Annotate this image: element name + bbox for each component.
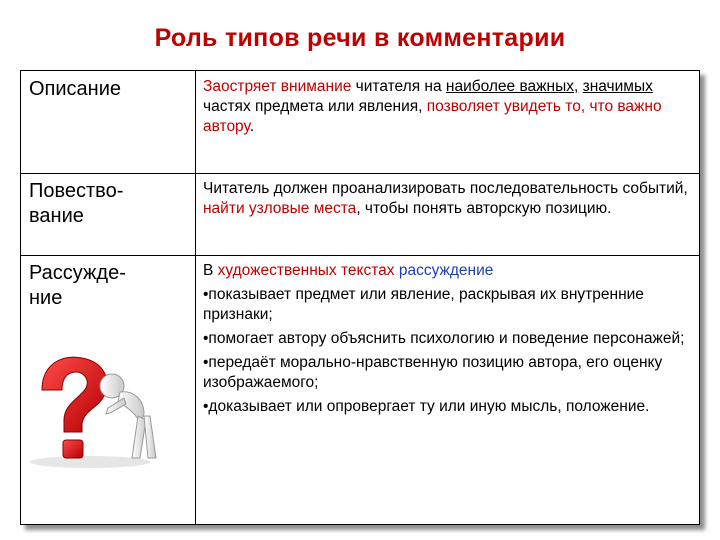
text-segment: , чтобы понять авторскую позицию.	[356, 200, 612, 217]
page-title: Роль типов речи в комментарии	[154, 24, 566, 52]
text-segment: Заостряет внимание	[203, 78, 352, 95]
table-row	[21, 71, 699, 174]
term-line: Повество-	[29, 180, 124, 202]
text-segment: наиболее важных,	[445, 78, 579, 95]
list-item: •помогает автору объяснить психологию и поведение персонажей;	[203, 330, 685, 347]
text-segment: Читатель должен проанализировать последовательность событий,	[203, 180, 688, 197]
reasoning-text	[203, 261, 693, 421]
text-segment: позволяет увидеть то, что важно автору	[203, 98, 662, 135]
text-segment: найти узловые места	[203, 200, 357, 217]
list-item: •передаёт морально-нравственную позицию автора, его оценку изображаемого;	[203, 354, 663, 391]
reasoning-intro	[203, 261, 693, 281]
term-narration	[29, 179, 189, 229]
text-segment: рассуждение	[398, 262, 494, 279]
text-segment: читателя на	[351, 78, 446, 95]
table-row	[21, 173, 699, 256]
term-line: ние	[29, 287, 63, 309]
term-line: вание	[29, 205, 84, 227]
list-item: •показывает предмет или явление, раскрывая их внутренние признаки;	[203, 286, 644, 323]
term-reasoning	[29, 261, 189, 311]
term-description: Описание	[29, 78, 122, 100]
text-segment: художественных текстах	[217, 262, 395, 279]
term-line: Рассужде-	[29, 262, 126, 284]
text-segment: частях предмета или явления,	[203, 98, 427, 115]
list-item: •доказывает или опровергает ту или иную мысль, положение.	[203, 398, 650, 415]
text-segment: .	[249, 118, 255, 135]
question-mark-figure-icon	[20, 350, 165, 470]
description-text	[203, 77, 693, 137]
text-segment: значимых	[582, 78, 653, 95]
text-segment: В	[203, 262, 218, 279]
narration-text	[203, 179, 693, 219]
